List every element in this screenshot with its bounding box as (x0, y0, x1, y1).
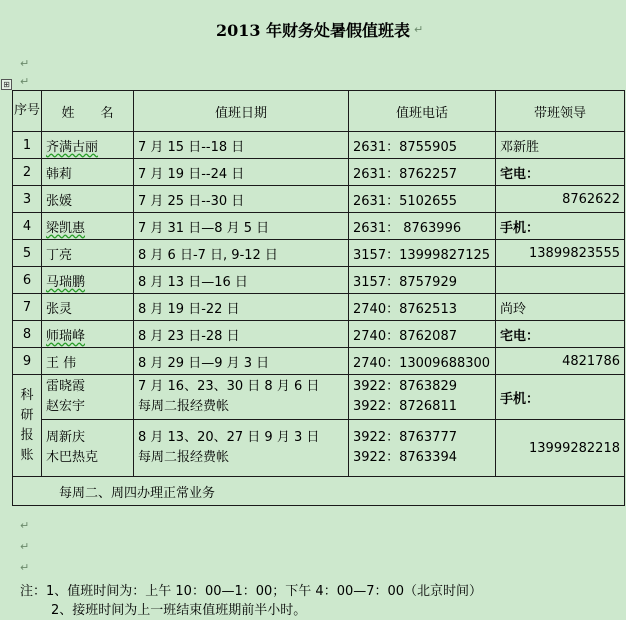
table-row (13, 186, 625, 213)
research-row-2 (13, 420, 625, 477)
paragraph-mark: ↵ (20, 57, 30, 70)
row-date: 8 月 19 日-22 日 (134, 294, 349, 321)
header-no: 序号 (13, 91, 42, 132)
table-row (13, 213, 625, 240)
research-names-2: 周新庆 木巴热克 (42, 420, 134, 477)
row-number: 4 (13, 213, 42, 240)
row-number: 9 (13, 348, 42, 375)
row-date: 7 月 19 日--24 日 (134, 159, 349, 186)
research-label: 科 研 报 账 (13, 375, 42, 477)
row-date: 7 月 31 日—8 月 5 日 (134, 213, 349, 240)
notes (20, 582, 482, 620)
row-name: 张灵 (42, 294, 134, 321)
table-row (13, 132, 625, 159)
row-phone: 2631：8762257 (349, 159, 496, 186)
row-name: 梁凯惠 (42, 213, 134, 240)
row-phone: 2631：8755905 (349, 132, 496, 159)
table-header-row (13, 91, 625, 132)
row-phone: 2740：13009688300 (349, 348, 496, 375)
research-leader-1: 手机： (496, 375, 625, 420)
row-name: 马瑞鹏 (42, 267, 134, 294)
row-phone: 2740：8762087 (349, 321, 496, 348)
row-leader: 宅电： (496, 159, 625, 186)
header-leader: 带班领导 (496, 91, 625, 132)
row-date: 8 月 6 日-7 日, 9-12 日 (134, 240, 349, 267)
row-name: 齐满古丽 (42, 132, 134, 159)
research-row-1 (13, 375, 625, 420)
header-date: 值班日期 (134, 91, 349, 132)
row-date: 8 月 13 日—16 日 (134, 267, 349, 294)
row-phone: 2740：8762513 (349, 294, 496, 321)
table-row (13, 159, 625, 186)
research-leader-2: 13999282218 (496, 420, 625, 477)
research-phones-2: 3922：8763777 3922：8763394 (349, 420, 496, 477)
research-dates-1: 7 月 16、23、30 日 8 月 6 日 每周二报经费帐 (134, 375, 349, 420)
paragraph-mark: ↵ (20, 561, 30, 574)
row-number: 7 (13, 294, 42, 321)
research-names-1: 雷晓霞 赵宏宇 (42, 375, 134, 420)
row-leader: 手机： (496, 213, 625, 240)
table-row (13, 348, 625, 375)
paragraph-mark: ↵ (414, 23, 424, 36)
row-leader: 8762622 (496, 186, 625, 213)
row-phone: 3157：8757929 (349, 267, 496, 294)
duty-table (12, 90, 625, 506)
footer-note: 每周二、周四办理正常业务 (13, 477, 625, 506)
header-name: 姓 名 (42, 91, 134, 132)
row-leader: 邓新胜 (496, 132, 625, 159)
row-phone: 3157：13999827125 (349, 240, 496, 267)
header-phone: 值班电话 (349, 91, 496, 132)
row-date: 7 月 15 日--18 日 (134, 132, 349, 159)
row-name: 王 伟 (42, 348, 134, 375)
row-number: 8 (13, 321, 42, 348)
row-leader: 4821786 (496, 348, 625, 375)
note-1: 注：1、值班时间为：上午 10：00—1：00；下午 4：00—7：00（北京时间） (20, 584, 483, 599)
row-number: 2 (13, 159, 42, 186)
table-row (13, 267, 625, 294)
paragraph-mark: ↵ (20, 519, 30, 532)
table-row (13, 321, 625, 348)
paragraph-mark: ↵ (20, 540, 30, 553)
note-2: 2、接班时间为上一班结束值班期前半小时。 (51, 603, 307, 618)
row-leader (496, 267, 625, 294)
table-row (13, 240, 625, 267)
paragraph-mark: ↵ (20, 75, 30, 88)
row-name: 师瑞峰 (42, 321, 134, 348)
research-dates-2: 8 月 13、20、27 日 9 月 3 日 每周二报经费帐 (134, 420, 349, 477)
row-number: 1 (13, 132, 42, 159)
row-date: 8 月 23 日-28 日 (134, 321, 349, 348)
footer-row (13, 477, 625, 506)
table-row (13, 294, 625, 321)
row-name: 张媛 (42, 186, 134, 213)
row-leader: 宅电： (496, 321, 625, 348)
row-leader: 尚玲 (496, 294, 625, 321)
row-name: 丁亮 (42, 240, 134, 267)
row-name: 韩莉 (42, 159, 134, 186)
row-number: 5 (13, 240, 42, 267)
row-date: 7 月 25 日--30 日 (134, 186, 349, 213)
table-move-handle-icon[interactable]: ⊞ (1, 79, 12, 90)
row-number: 3 (13, 186, 42, 213)
row-phone: 2631： 8763996 (349, 213, 496, 240)
row-phone: 2631：5102655 (349, 186, 496, 213)
page-title: 2013 年财务处暑假值班表 (215, 21, 411, 40)
research-phones-1: 3922：8763829 3922：8726811 (349, 375, 496, 420)
row-date: 8 月 29 日—9 月 3 日 (134, 348, 349, 375)
row-number: 6 (13, 267, 42, 294)
row-leader: 13899823555 (496, 240, 625, 267)
